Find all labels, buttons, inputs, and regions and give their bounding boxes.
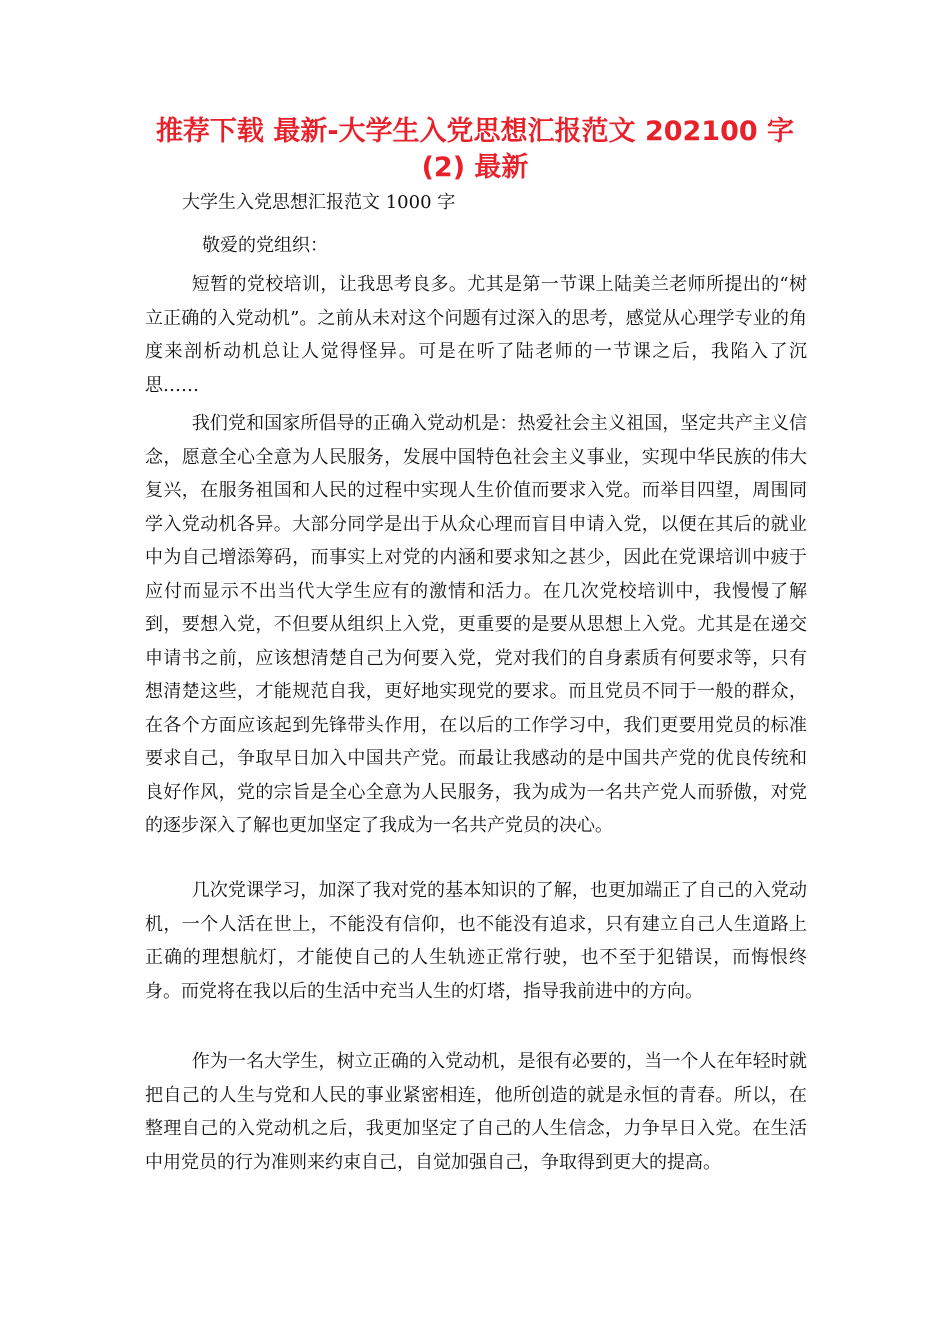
body-paragraph: 作为一名大学生，树立正确的入党动机，是很有必要的，当一个人在年轻时就把自己的人生与党和人民的事业紧密相连，他所创造的就是永恒的青春。所以，在整理自己的入党动机之后，我更加坚定了自己的人生信念，力争早日入党。在生活中用党员的行为准则来约束自己，自觉加强自己，争取得到更大的提高。 [145, 1051, 807, 1173]
body-paragraph: 几次党课学习，加深了我对党的基本知识的了解，也更加端正了自己的入党动机，一个人活在世上，不能没有信仰，也不能没有追求，只有建立自己人生道路上正确的理想航灯，才能使自己的人生轨迹正常行驶，也不至于犯错误，而悔恨终身。而党将在我以后的生活中充当人生的灯塔，指导我前进中的方向。 [145, 880, 807, 1002]
salutation: 敬爱的党组织： [202, 235, 328, 256]
body-paragraph: 我们党和国家所倡导的正确入党动机是：热爱社会主义祖国，坚定共产主义信念，愿意全心全意为人民服务，发展中国特色社会主义事业，实现中华民族的伟大复兴，在服务祖国和人民的过程中实现人生价值而要求入党。而举目四望，周围同学入党动机各异。大部分同学是出于从众心理而盲目申请入党，以便在其后的就业中为自己增添筹码，而事实上对党的内涵和要求知之甚少，因此在党课培训中疲于应付而显示不出当代大学生应有的激情和活力。在几次党校培训中，我慢慢了解到，要想入党，不但要从组织上入党，更重要的是要从思想上入党。尤其是在递交申请书之前，应该想清楚自己为何要入党，党对我们的自身素质有何要求等，只有想清楚这些，才能规范自我，更好地实现党的要求。而且党员不同于一般的群众，在各个方面应该起到先锋带头作用，在以后的工作学习中，我们更要用党员的标准要求自己，争取早日加入中国共产党。而最让我感动的是中国共产党的优良传统和良好作风，党的宗旨是全心全意为人民服务，我为成为一名共产党人而骄傲，对党的逐步深入了解也更加坚定了我成为一名共产党员的决心。 [145, 413, 807, 836]
document-title: 推荐下载 最新-大学生入党思想汇报范文 202100 字(2) 最新 [155, 116, 795, 183]
document-subtitle: 大学生入党思想汇报范文 1000 字 [182, 192, 456, 213]
body-paragraph: 短暂的党校培训，让我思考良多。尤其是第一节课上陆美兰老师所提出的“树立正确的入党动机”。之前从未对这个问题有过深入的思考，感觉从心理学专业的角度来剖析动机总让人觉得怪异。可是在听了陆老师的一节课之后，我陷入了沉思…… [145, 274, 807, 396]
